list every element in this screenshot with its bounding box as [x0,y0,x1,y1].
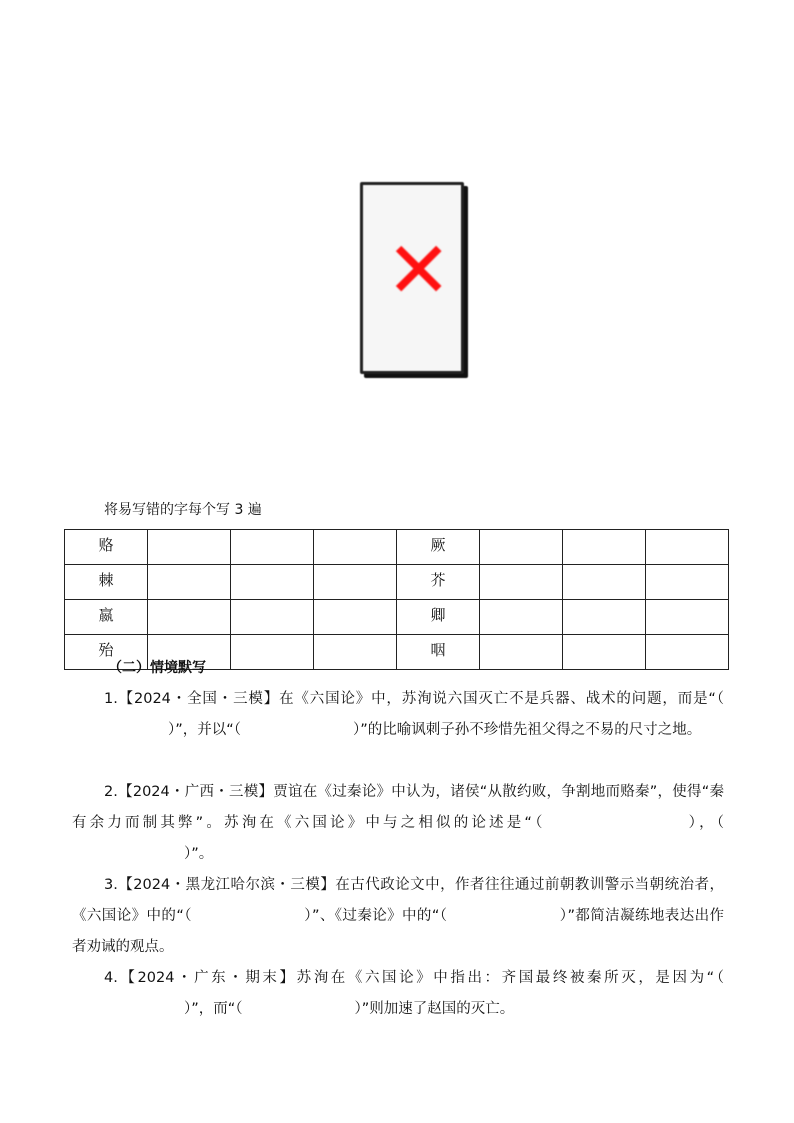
writing-cell[interactable] [480,565,563,600]
writing-cell[interactable] [563,600,646,635]
writing-cell[interactable] [148,565,231,600]
section-title: （二）情境默写 [108,660,206,676]
writing-cell[interactable] [314,600,397,635]
question-text: ）”的比喻讽刺子孙不珍惜先祖父得之不易的尺寸之地。 [353,722,702,738]
writing-cell[interactable] [646,530,729,565]
question-text: 在古代政论文中，作者往往通过前朝教训警示当朝统治者，《六国论》中的“（ [72,877,724,924]
writing-cell[interactable] [231,600,314,635]
writing-cell[interactable] [314,530,397,565]
writing-cell[interactable] [148,530,231,565]
question-text: ）”，而“（ [184,1001,243,1017]
writing-cell[interactable] [480,635,563,670]
practice-character: 厥 [397,530,480,565]
writing-cell[interactable] [314,635,397,670]
broken-image-icon: ✕ [386,226,452,316]
table-row [65,565,729,600]
question-number: 3. [104,877,118,893]
writing-cell[interactable] [480,530,563,565]
question-text: 苏洵在《六国论》中指出：齐国最终被秦所灭，是因为“（ [296,970,725,986]
practice-character: 棘 [65,565,148,600]
writing-cell[interactable] [148,600,231,635]
writing-cell[interactable] [646,635,729,670]
question-text: ）”，并以“（ [168,722,242,738]
instruction-text: 将易写错的字每个写 3 遍 [104,502,262,518]
table-row [65,600,729,635]
question-number: 2. [104,784,118,800]
question-text: ），（ [685,815,725,831]
question-number: 1. [104,691,118,707]
practice-character: 咽 [397,635,480,670]
writing-cell[interactable] [231,565,314,600]
writing-cell[interactable] [231,530,314,565]
writing-cell[interactable] [646,600,729,635]
question-number: 4. [104,970,118,986]
question-source: 【2024・广东・期末】 [117,970,297,986]
practice-character: 芥 [397,565,480,600]
broken-image-placeholder [360,182,464,376]
question-text: 贾谊在《过秦论》中认为，诸侯“从散约败，争割地而赂秦”，使得“秦有余力而制其弊”。苏洵在《六国论》中与之相似的论述是“（ [72,784,724,831]
writing-cell[interactable] [646,565,729,600]
question-3 [72,870,724,963]
question-text: ）”。 [184,846,214,862]
question-1 [72,684,724,746]
question-text: ）”都简洁凝练地表达出作者劝诫的观点。 [72,908,724,955]
writing-cell[interactable] [563,565,646,600]
practice-character: 卿 [397,600,480,635]
table-row [65,530,729,565]
practice-character: 嬴 [65,600,148,635]
question-source: 【2024・广西・三模】 [117,784,274,800]
practice-character: 殆 [65,635,148,670]
question-source: 【2024・黑龙江哈尔滨・三模】 [117,877,336,893]
writing-cell[interactable] [563,530,646,565]
practice-character: 赂 [65,530,148,565]
writing-cell[interactable] [480,600,563,635]
question-2 [72,777,724,870]
question-text: ）”则加速了赵国的灭亡。 [354,1001,515,1017]
writing-cell[interactable] [314,565,397,600]
writing-cell[interactable] [231,635,314,670]
question-text: 在《六国论》中，苏洵说六国灭亡不是兵器、战术的问题，而是“（ [279,691,724,707]
question-text: ）”、《过秦论》中的“（ [303,908,448,924]
practice-table [64,529,729,670]
question-4 [72,963,724,1025]
question-source: 【2024・全国・三模】 [117,691,280,707]
writing-cell[interactable] [563,635,646,670]
